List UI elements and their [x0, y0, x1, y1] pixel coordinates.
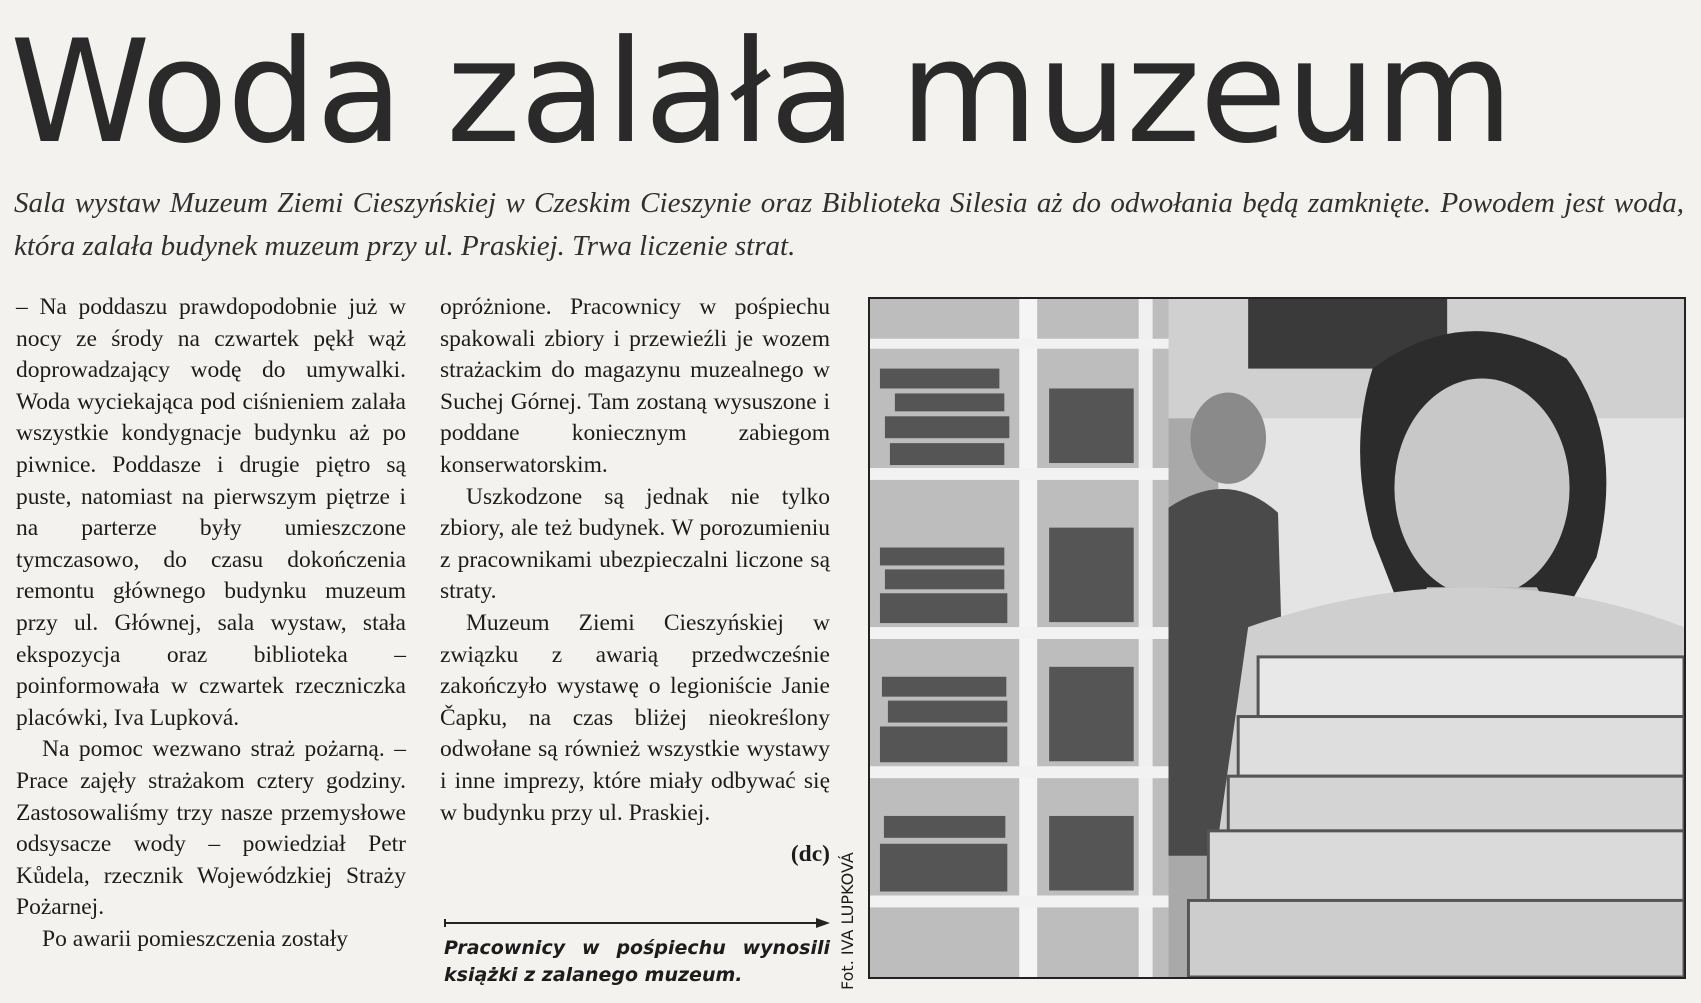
paragraph: Muzeum Ziemi Cieszyńskiej w związku z awarią przedwcześnie zakończyło wystawę o legioniście Janie Čapku, na czas bliżej nieokreślony odwołane są również wszystkie wystawy i inne imprezy, które miały odbywać się w budynku przy ul. Praskiej. — [440, 609, 830, 826]
caption-arrow-icon — [444, 917, 830, 929]
paragraph: opróżnione. Pracownicy w pośpiechu spakowali zbiory i przewieźli je wozem strażackim do magazynu muzealnego w Suchej Górnej. Tam zostaną wysuszone i poddane koniecznym zabiegom konserwatorskim. — [440, 294, 830, 478]
photo-illustration — [870, 299, 1684, 977]
photo-caption: Pracownicy w pośpiechu wynosili książki z zalanego muzeum. — [444, 937, 830, 986]
author-signature: (dc) — [790, 841, 830, 868]
paragraph: Uszkodzone są jednak nie tylko zbiory, ale też budynek. W porozumieniu z pracownikami ubezpieczalni liczone są straty. — [440, 483, 830, 605]
article-photo — [868, 297, 1686, 979]
paragraph: – Na poddaszu prawdopodobnie już w nocy ze środy na czwartek pękł wąż doprowadzający wodę do umywalki. Woda wyciekająca pod ciśnieniem zalała wszystkie kondygnacje budynku aż po piwnice. Poddasze i drugie piętro są puste, natomiast na pierwszym piętrze i na parterze były umieszczone tymczasowo, do czasu dokończenia remontu głównego budynku muzeum przy ul. Głównej, sala wystaw, stała ekspozycja oraz biblioteka – poinformowała w czwartek rzeczniczka placówki, Iva Lupková. — [16, 294, 406, 731]
lead-paragraph: Sala wystaw Muzeum Ziemi Cieszyńskiej w Czeskim Cieszynie oraz Biblioteka Silesia aż do odwołania będą zamknięte. Powodem jest woda, która zalała budynek muzeum przy ul. Praskiej. Trwa liczenie strat. — [14, 187, 1684, 262]
headline: Woda zalała muzeum — [10, 10, 1513, 175]
photo-credit: Fot. IVA LUPKOVÁ — [838, 852, 857, 990]
text-column-1 — [16, 292, 406, 955]
paragraph: Po awarii pomieszczenia zostały — [42, 925, 349, 952]
paragraph: Na pomoc wezwano straż pożarną. – Prace zajęły strażakom cztery godziny. Zastosowaliśmy trzy nasze przemysłowe odsysacze wody – powiedział Petr Kůdela, rzecznik Wojewódzkiej Straży Pożarnej. — [16, 736, 406, 921]
text-column-2 — [440, 292, 830, 871]
